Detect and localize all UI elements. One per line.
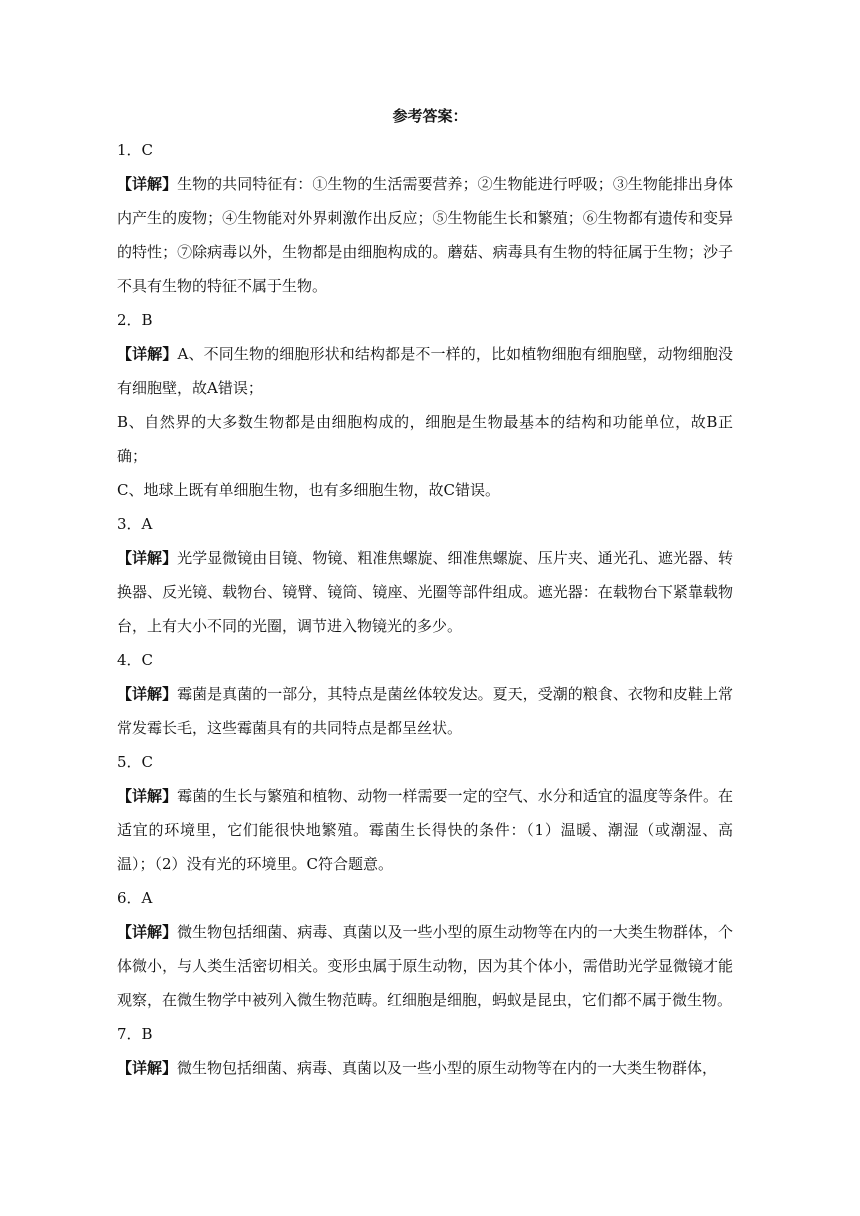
detail-paragraph <box>117 337 733 405</box>
detail-tag: 【详解】 <box>117 923 178 941</box>
detail-text: 霉菌是真菌的一部分，其特点是菌丝体较发达。夏天，受潮的粮食、衣物和皮鞋上常常发霉长毛，这些霉菌具有的共同特点是都呈丝状。 <box>117 685 733 737</box>
answer-item <box>117 303 733 507</box>
answer-item <box>117 1017 733 1085</box>
detail-text: 光学显微镜由目镜、物镜、粗准焦螺旋、细准焦螺旋、压片夹、通光孔、遮光器、转换器、反光镜、载物台、镜臂、镜筒、镜座、光圈等部件组成。遮光器：在载物台下紧靠载物台，上有大小不同的光圈，调节进入物镜光的多少。 <box>117 549 733 635</box>
detail-text: 霉菌的生长与繁殖和植物、动物一样需要一定的空气、水分和适宜的温度等条件。在适宜的环境里，它们能很快地繁殖。霉菌生长得快的条件：（1）温暖、潮湿（或潮湿、高温）；（2）没有光的环境里。C符合题意。 <box>117 787 733 873</box>
detail-tag: 【详解】 <box>117 549 178 567</box>
answer-label: 2．B <box>117 311 153 329</box>
detail-paragraph <box>117 473 733 507</box>
detail-tag: 【详解】 <box>117 345 178 363</box>
detail-text: B、自然界的大多数生物都是由细胞构成的，细胞是生物最基本的结构和功能单位，故B正确； <box>117 413 733 465</box>
detail-text: A、不同生物的细胞形状和结构都是不一样的，比如植物细胞有细胞壁，动物细胞没有细胞壁，故A错误； <box>117 345 733 397</box>
answer-label: 4．C <box>117 651 154 669</box>
answer-item <box>117 507 733 643</box>
answer-item <box>117 643 733 745</box>
detail-tag: 【详解】 <box>117 1059 178 1077</box>
detail-paragraph <box>117 167 733 303</box>
answer-label: 7．B <box>117 1025 153 1043</box>
detail-paragraph <box>117 1051 733 1085</box>
detail-paragraph <box>117 405 733 473</box>
detail-text: 生物的共同特征有：①生物的生活需要营养；②生物能进行呼吸；③生物能排出身体内产生的废物；④生物能对外界刺激作出反应；⑤生物能生长和繁殖；⑥生物都有遗传和变异的特性；⑦除病毒以外，生物都是由细胞构成的。蘑菇、病毒具有生物的特征属于生物；沙子不具有生物的特征不属于生物。 <box>117 175 733 295</box>
detail-text: 微生物包括细菌、病毒、真菌以及一些小型的原生动物等在内的一大类生物群体， <box>177 1059 718 1077</box>
detail-paragraph <box>117 779 733 881</box>
detail-tag: 【详解】 <box>117 175 178 193</box>
answer-item <box>117 881 733 1017</box>
answer-label: 6．A <box>117 889 153 907</box>
detail-tag: 【详解】 <box>117 787 178 805</box>
detail-paragraph <box>117 541 733 643</box>
page-title: 参考答案： <box>392 107 468 125</box>
detail-tag: 【详解】 <box>117 685 178 703</box>
answer-item <box>117 133 733 303</box>
detail-paragraph <box>117 915 733 1017</box>
detail-text: 微生物包括细菌、病毒、真菌以及一些小型的原生动物等在内的一大类生物群体，个体微小，与人类生活密切相关。变形虫属于原生动物，因为其个体小，需借助光学显微镜才能观察，在微生物学中被列入微生物范畴。红细胞是细胞，蚂蚁是昆虫，它们都不属于微生物。 <box>117 923 733 1009</box>
answer-item <box>117 745 733 881</box>
answer-label: 3．A <box>117 515 153 533</box>
answer-label: 1．C <box>117 141 154 159</box>
answer-label: 5．C <box>117 753 154 771</box>
detail-paragraph <box>117 677 733 745</box>
detail-text: C、地球上既有单细胞生物，也有多细胞生物，故C错误。 <box>117 481 500 499</box>
answer-list <box>117 133 733 1085</box>
